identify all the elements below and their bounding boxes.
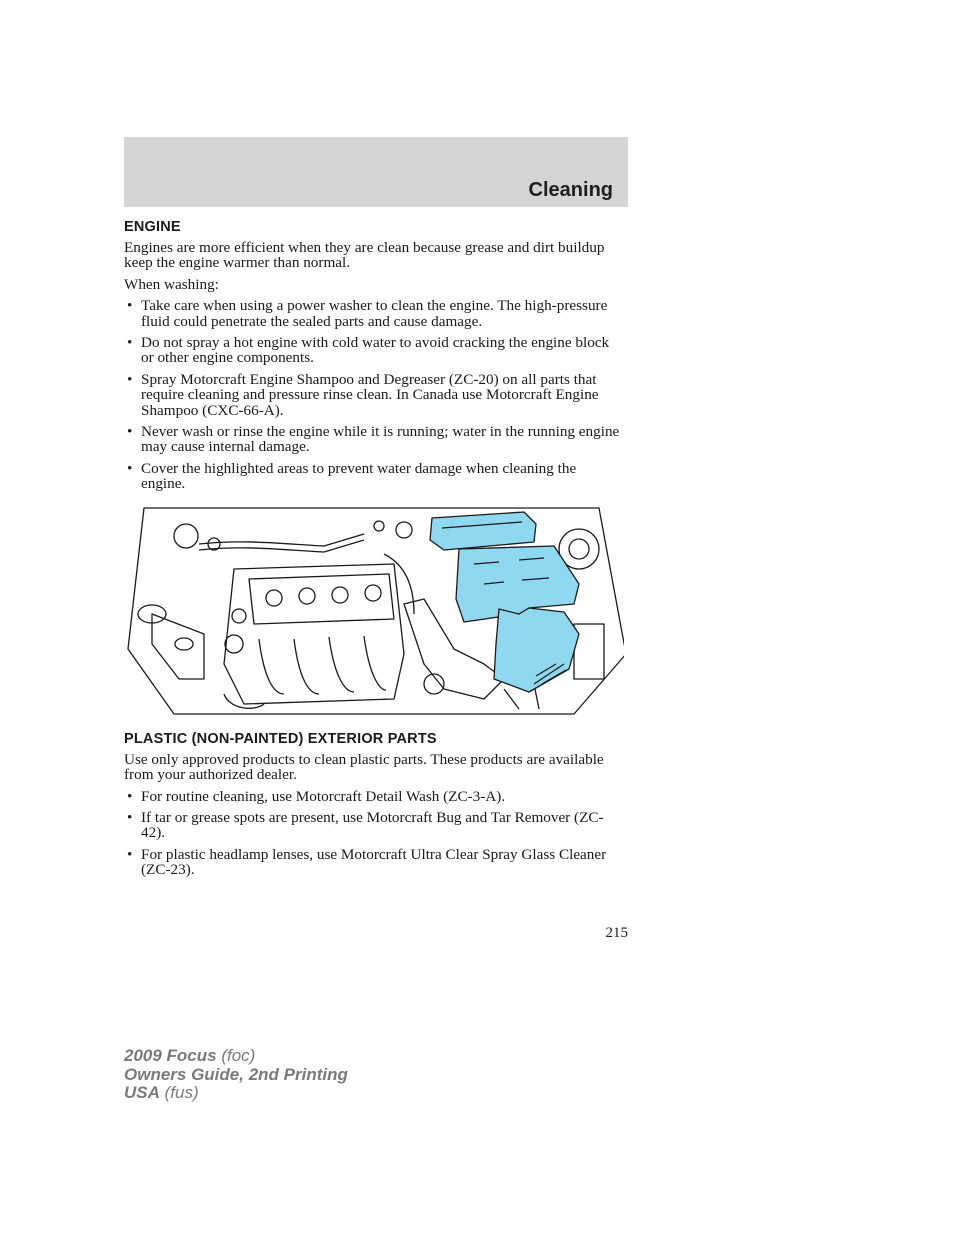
plastic-parts-intro: Use only approved products to clean plastic parts. These products are available from your authorized dealer. xyxy=(124,750,604,784)
plastic-parts-bullet-list xyxy=(124,789,624,878)
footer-model-name: 2009 Focus xyxy=(124,1046,217,1065)
section-title: Cleaning xyxy=(528,179,613,201)
document-footer xyxy=(124,1047,348,1103)
footer-market-code: (fus) xyxy=(159,1083,199,1102)
list-item: • Spray Motorcraft Engine Shampoo and Degreaser (ZC-20) on all parts that require cleaning and pressure rinse clean. In Canada use Motorcraft Engine Shampoo (CXC-66-A). xyxy=(124,372,624,418)
engine-compartment-illustration xyxy=(124,504,624,715)
footer-line-model xyxy=(124,1047,348,1066)
list-item: • Do not spray a hot engine with cold water to avoid cracking the engine block or other engine components. xyxy=(124,335,624,366)
list-item: • For routine cleaning, use Motorcraft Detail Wash (ZC-3-A). xyxy=(124,789,624,804)
footer-line-market xyxy=(124,1084,348,1103)
engine-bullet-list xyxy=(124,298,624,491)
list-item: • If tar or grease spots are present, use Motorcraft Bug and Tar Remover (ZC-42). xyxy=(124,810,624,841)
page-number: 215 xyxy=(605,925,628,941)
footer-line-printing xyxy=(124,1066,348,1085)
page-content xyxy=(124,219,624,884)
when-washing-label: When washing: xyxy=(124,275,219,293)
fuse-box-cover-highlight xyxy=(430,512,536,550)
plastic-parts-heading: PLASTIC (NON-PAINTED) EXTERIOR PARTS xyxy=(124,730,437,747)
footer-market-name: USA xyxy=(124,1083,160,1102)
list-item: • Take care when using a power washer to clean the engine. The high-pressure fluid could penetrate the sealed parts and cause damage. xyxy=(124,298,624,329)
engine-bay-drawing xyxy=(124,504,624,715)
footer-model-code: (foc) xyxy=(216,1046,256,1065)
engine-intro: Engines are more efficient when they are clean because grease and dirt buildup keep the engine warmer than normal. xyxy=(124,239,605,272)
air-intake-highlight xyxy=(494,608,579,692)
footer-printing: Owners Guide, 2nd Printing xyxy=(124,1064,348,1084)
engine-heading: ENGINE xyxy=(124,219,181,235)
highlighted-areas xyxy=(430,512,579,692)
section-header-band xyxy=(124,137,628,207)
battery-highlight xyxy=(456,546,579,622)
list-item: • For plastic headlamp lenses, use Motorcraft Ultra Clear Spray Glass Cleaner (ZC-23). xyxy=(124,847,624,878)
list-item: • Never wash or rinse the engine while it is running; water in the running engine may cause internal damage. xyxy=(124,424,624,455)
list-item: • Cover the highlighted areas to prevent water damage when cleaning the engine. xyxy=(124,461,624,492)
